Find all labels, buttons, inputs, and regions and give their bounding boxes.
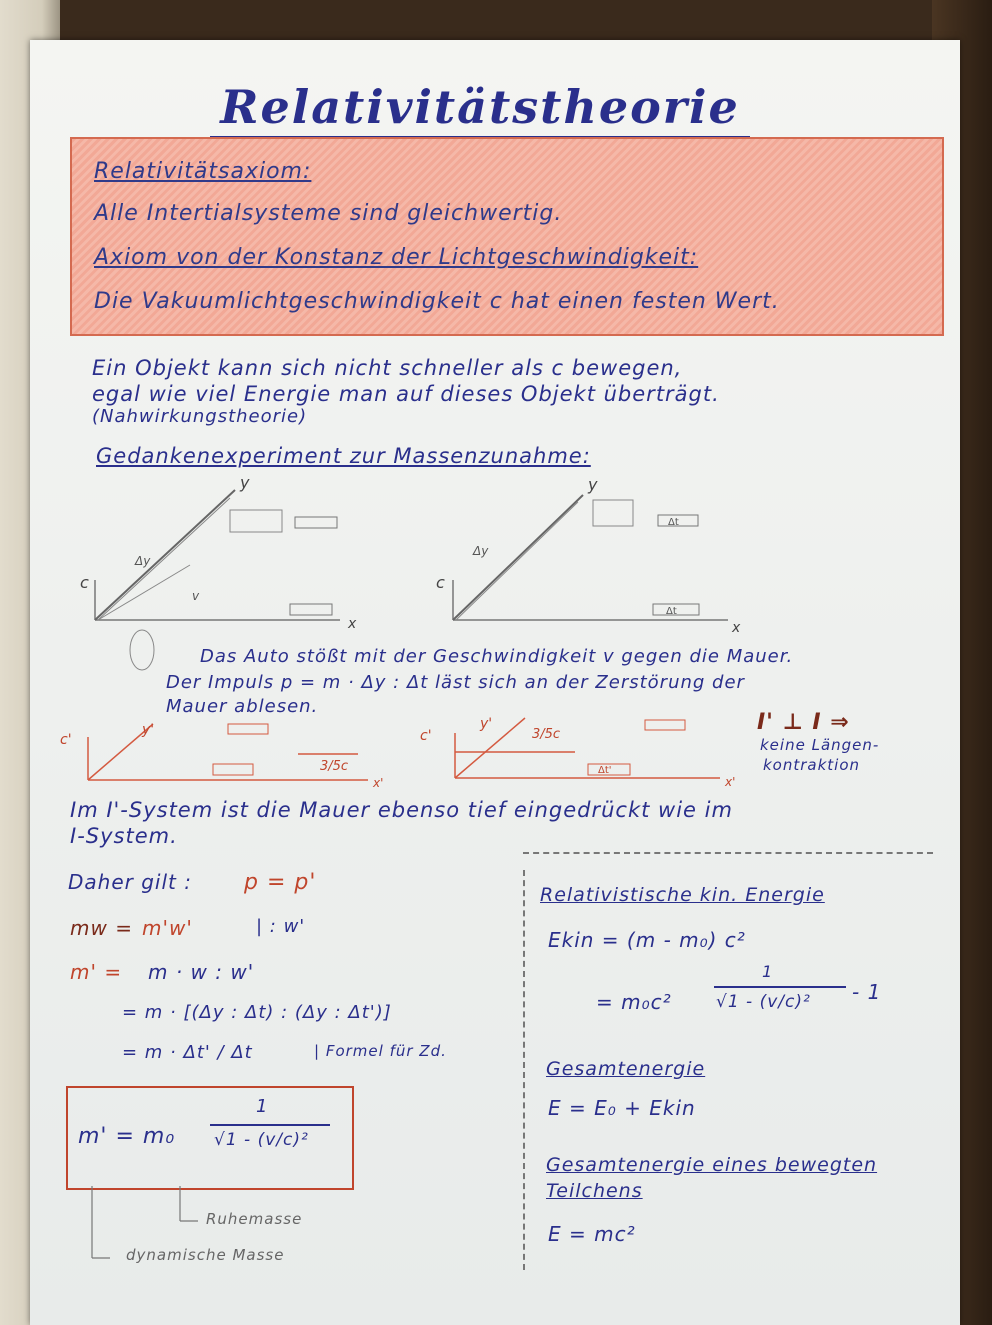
speed-label: 3/5c [320,759,349,774]
comparison-line-1: Im I'-System ist die Mauer ebenso tief eingedrückt wie im [70,798,733,822]
counter-top [645,720,685,730]
experiment-heading: Gedankenexperiment zur Massenzunahme: [96,444,591,468]
x-label: x' [725,775,736,789]
moving-energy-equation: E = mc² [548,1222,636,1246]
derivation-line-4: = m · Δt' / Δt [122,1042,253,1063]
dt-label: Δt' [598,765,612,776]
counter-top [295,517,337,528]
derivation-line-4-note: | Formel für Zd. [314,1042,447,1060]
diagram-3 [58,712,388,792]
axiom-text-light-speed: Die Vakuumlichtgeschwindigkeit c hat einen festen Wert. [94,289,780,314]
intro-line-1: Ein Objekt kann sich nicht schneller als c bewegen, [92,356,683,380]
y-label: y [240,473,250,492]
v-label: v [192,589,200,603]
moving-energy-heading-2: Teilchens [546,1180,643,1202]
derivation-line-1-op: | : w' [256,916,306,937]
car-drawing [130,630,154,670]
c-label: c [436,573,445,592]
intro-line-2: egal wie viel Energie man auf dieses Objekt überträgt. [92,382,720,406]
ekin-fraction-denominator: √1 - (v/c)² [716,992,811,1012]
c-label: c [80,573,89,592]
intro-line-3: (Nahwirkungstheorie) [92,406,308,427]
derivation-line-2-lhs: m' = [70,960,123,984]
counter-top [228,724,268,734]
y-axis [95,490,235,620]
fraction-bar [210,1124,330,1126]
dt-bottom-label: Δt [666,606,677,617]
mass-formula-lhs: m' = m₀ [78,1124,176,1149]
mass-formula-numerator: 1 [256,1096,269,1117]
axioms-box [70,137,944,336]
x-label: x' [373,776,384,790]
derivation-line-3: = m · [(Δy : Δt) : (Δy : Δt')] [122,1002,392,1023]
derivation-line-2-rhs: m · w : w' [148,960,255,984]
impact-line-1: Das Auto stößt mit der Geschwindigkeit v gegen die Mauer. [200,646,794,667]
rest-mass-label: Ruhemasse [206,1210,303,1228]
paper-sheet [30,40,960,1325]
derivation-p-equals: p = p' [244,870,317,895]
y-label: y [588,475,598,494]
mass-formula-box [66,1086,354,1190]
dashed-divider-vertical [523,870,525,1270]
derivation-line-1-rhs: m'w' [142,916,193,940]
ekin-equation-2-lhs: = m₀c² [596,990,672,1014]
y-label: y' [142,722,155,738]
total-energy-heading: Gesamtenergie [546,1058,706,1080]
total-energy-equation: E = E₀ + Ekin [548,1096,696,1120]
comparison-line-2: I-System. [70,824,178,848]
light-line [98,498,230,620]
wall-drawing [230,510,282,532]
ekin-equation-1: Ekin = (m - m₀) c² [548,928,746,952]
counter-bottom [213,764,253,775]
dynamic-mass-label: dynamische Masse [126,1246,285,1264]
axiom-text-relativity: Alle Intertialsysteme sind gleichwertig. [94,201,563,226]
moving-energy-heading-1: Gesamtenergie eines bewegten [546,1154,878,1176]
orth-note-2: kontraktion [763,756,861,774]
dashed-divider-horizontal [523,852,933,854]
dt-top-label: Δt [668,517,679,528]
orthogonal-relation: I' ⊥ I ⇒ [757,710,850,735]
c-label: c' [420,728,432,744]
x-label: x [732,620,741,636]
light-line [456,502,578,620]
diagram-4 [410,708,740,788]
axiom-heading-light-speed: Axiom von der Konstanz der Lichtgeschwindigkeit: [94,245,699,270]
mass-formula-denominator: √1 - (v/c)² [214,1130,309,1150]
dy-label: Δy [473,544,489,558]
page-title: Relativitätstheorie [210,80,750,139]
derivation-daher: Daher gilt : [68,870,192,894]
impact-line-2: Der Impuls p = m · Δy : Δt läst sich an der Zerstörung der [166,672,745,693]
ekin-fraction-bar [714,986,846,988]
ekin-fraction-numerator: 1 [762,962,774,981]
speed-label: 3/5c [532,727,561,742]
derivation-line-1-lhs: mw = [70,916,133,940]
c-label: c' [60,732,72,748]
ekin-equation-2-tail: - 1 [852,980,882,1004]
orth-note-1: keine Längen- [760,736,880,754]
y-label: y' [480,716,493,732]
x-label: x [348,616,357,632]
wall-drawing [593,500,633,526]
dy-label: Δy [135,554,151,568]
counter-bottom [290,604,332,615]
kin-energy-heading: Relativistische kin. Energie [540,884,825,906]
impact-line-3: Mauer ablesen. [166,696,319,717]
axiom-heading-relativity: Relativitätsaxiom: [94,159,312,184]
